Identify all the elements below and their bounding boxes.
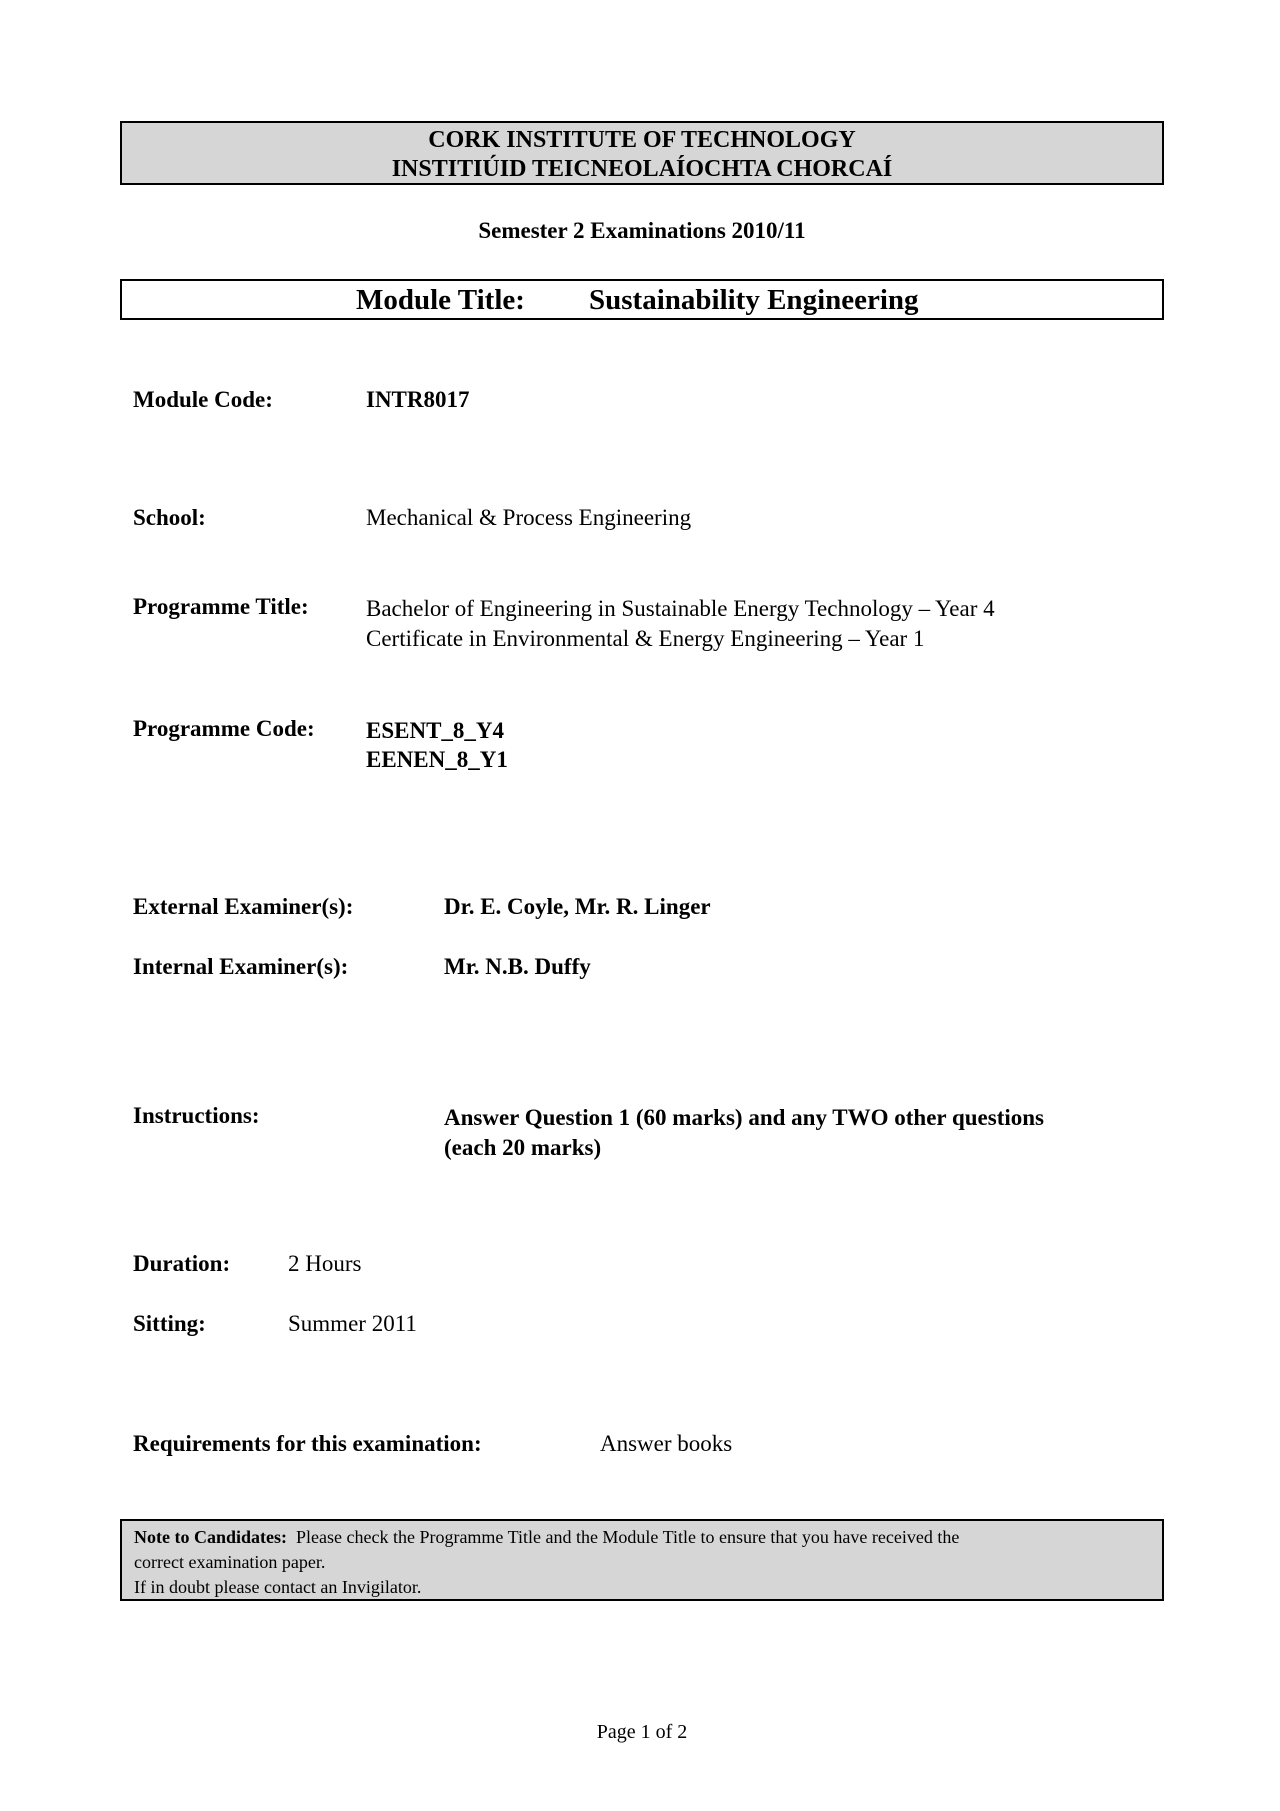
note-to-candidates [120, 1519, 1164, 1601]
instructions-label: Instructions: [133, 1103, 260, 1128]
module-title-label: Module Title: [356, 284, 525, 316]
module-title-box [120, 279, 1164, 320]
programme-code-label: Programme Code: [133, 716, 315, 741]
page-number: Page 1 of 2 [596, 1721, 688, 1743]
module-title-value: Sustainability Engineering [589, 284, 919, 316]
instructions-line: Answer Question 1 (60 marks) and any TWO other questions [444, 1105, 1044, 1130]
internal-examiners-label: Internal Examiner(s): [133, 954, 349, 979]
duration-value: 2 Hours [288, 1251, 362, 1276]
programme-title-label: Programme Title: [133, 594, 309, 619]
instructions-line: (each 20 marks) [444, 1135, 602, 1160]
institution-header [120, 121, 1164, 185]
external-examiners-label: External Examiner(s): [133, 894, 354, 919]
module-code-label: Module Code: [133, 387, 273, 412]
exam-session: Semester 2 Examinations 2010/11 [478, 218, 806, 243]
programme-title-line: Certificate in Environmental & Energy Engineering – Year 1 [366, 626, 925, 651]
requirements-value: Answer books [600, 1431, 733, 1456]
sitting-value: Summer 2011 [288, 1311, 417, 1336]
programme-title-value [366, 594, 995, 654]
programme-code-line: EENEN_8_Y1 [366, 747, 508, 772]
school-value: Mechanical & Process Engineering [366, 505, 692, 530]
programme-title-line: Bachelor of Engineering in Sustainable Energy Technology – Year 4 [366, 596, 995, 621]
institution-name-en: CORK INSTITUTE OF TECHNOLOGY [428, 127, 856, 153]
note-line-1 [134, 1525, 1150, 1550]
note-text-3: If in doubt please contact an Invigilator. [134, 1577, 422, 1597]
external-examiners-value: Dr. E. Coyle, Mr. R. Linger [444, 894, 711, 919]
institution-name-ga: INSTITIÚID TEICNEOLAÍOCHTA CHORCAÍ [391, 156, 893, 182]
instructions-value [444, 1103, 1044, 1163]
sitting-label: Sitting: [133, 1311, 206, 1336]
note-label: Note to Candidates: [134, 1527, 287, 1547]
programme-code-line: ESENT_8_Y4 [366, 718, 505, 743]
module-code-value: INTR8017 [366, 387, 470, 412]
programme-code-value [366, 716, 508, 774]
requirements-label: Requirements for this examination: [133, 1431, 482, 1456]
duration-label: Duration: [133, 1251, 231, 1276]
note-text-2: correct examination paper. [134, 1552, 326, 1572]
school-label: School: [133, 505, 206, 530]
note-text-1: Please check the Programme Title and the Module Title to ensure that you have received the [296, 1527, 960, 1547]
internal-examiners-value: Mr. N.B. Duffy [444, 954, 591, 979]
